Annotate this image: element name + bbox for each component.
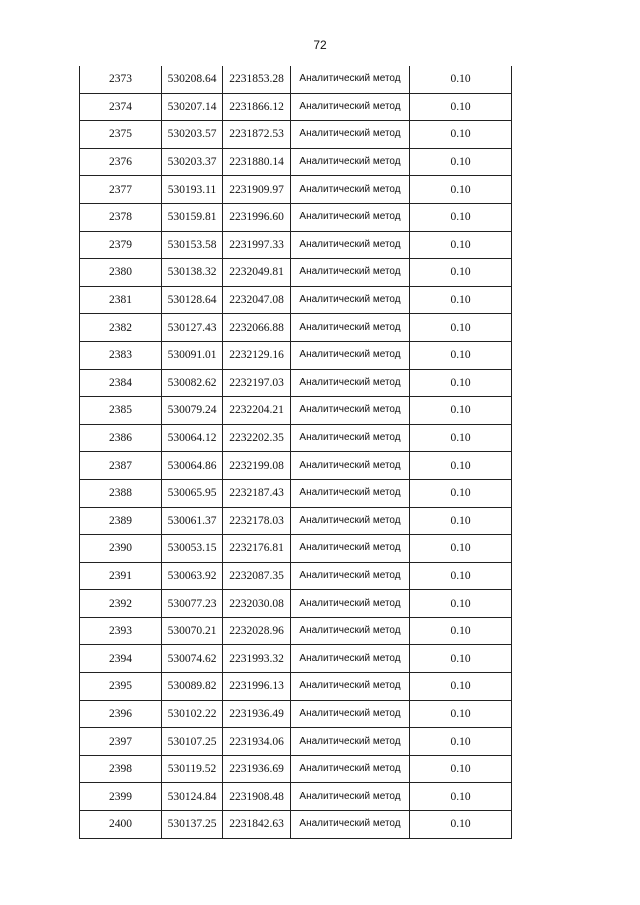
x-coordinate-cell: 530153.58: [162, 231, 223, 259]
error-cell: 0.10: [410, 121, 512, 149]
point-number-cell: 2389: [80, 507, 162, 535]
method-cell: Аналитический метод: [291, 783, 410, 811]
y-coordinate-cell: 2231908.48: [223, 783, 291, 811]
y-coordinate-cell: 2231842.63: [223, 811, 291, 839]
y-coordinate-cell: 2232049.81: [223, 259, 291, 287]
y-coordinate-cell: 2232176.81: [223, 535, 291, 563]
x-coordinate-cell: 530207.14: [162, 93, 223, 121]
y-coordinate-cell: 2232028.96: [223, 617, 291, 645]
point-number-cell: 2380: [80, 259, 162, 287]
error-cell: 0.10: [410, 811, 512, 839]
table-row: [80, 231, 512, 259]
method-cell: Аналитический метод: [291, 66, 410, 93]
y-coordinate-cell: 2231993.32: [223, 645, 291, 673]
point-number-cell: 2395: [80, 673, 162, 701]
method-cell: Аналитический метод: [291, 203, 410, 231]
y-coordinate-cell: 2232178.03: [223, 507, 291, 535]
y-coordinate-cell: 2231866.12: [223, 93, 291, 121]
y-coordinate-cell: 2232129.16: [223, 341, 291, 369]
y-coordinate-cell: 2232030.08: [223, 590, 291, 618]
table-row: [80, 645, 512, 673]
y-coordinate-cell: 2231934.06: [223, 728, 291, 756]
point-number-cell: 2400: [80, 811, 162, 839]
error-cell: 0.10: [410, 617, 512, 645]
x-coordinate-cell: 530119.52: [162, 755, 223, 783]
x-coordinate-cell: 530091.01: [162, 341, 223, 369]
x-coordinate-cell: 530064.86: [162, 452, 223, 480]
error-cell: 0.10: [410, 176, 512, 204]
x-coordinate-cell: 530124.84: [162, 783, 223, 811]
method-cell: Аналитический метод: [291, 93, 410, 121]
table-row: [80, 507, 512, 535]
point-number-cell: 2387: [80, 452, 162, 480]
x-coordinate-cell: 530128.64: [162, 286, 223, 314]
error-cell: 0.10: [410, 424, 512, 452]
x-coordinate-cell: 530203.57: [162, 121, 223, 149]
error-cell: 0.10: [410, 645, 512, 673]
y-coordinate-cell: 2231872.53: [223, 121, 291, 149]
table-row: [80, 314, 512, 342]
point-number-cell: 2386: [80, 424, 162, 452]
page-number: 72: [313, 38, 327, 52]
table-row: [80, 176, 512, 204]
y-coordinate-cell: 2232197.03: [223, 369, 291, 397]
y-coordinate-cell: 2232204.21: [223, 397, 291, 425]
method-cell: Аналитический метод: [291, 507, 410, 535]
method-cell: Аналитический метод: [291, 811, 410, 839]
point-number-cell: 2399: [80, 783, 162, 811]
x-coordinate-cell: 530077.23: [162, 590, 223, 618]
error-cell: 0.10: [410, 314, 512, 342]
table-row: [80, 673, 512, 701]
point-number-cell: 2378: [80, 203, 162, 231]
table-row: [80, 755, 512, 783]
point-number-cell: 2379: [80, 231, 162, 259]
y-coordinate-cell: 2232047.08: [223, 286, 291, 314]
table-row: [80, 452, 512, 480]
table-row: [80, 700, 512, 728]
point-number-cell: 2377: [80, 176, 162, 204]
table-row: [80, 397, 512, 425]
x-coordinate-cell: 530137.25: [162, 811, 223, 839]
method-cell: Аналитический метод: [291, 645, 410, 673]
y-coordinate-cell: 2232187.43: [223, 479, 291, 507]
table-row: [80, 148, 512, 176]
x-coordinate-cell: 530064.12: [162, 424, 223, 452]
x-coordinate-cell: 530065.95: [162, 479, 223, 507]
x-coordinate-cell: 530102.22: [162, 700, 223, 728]
y-coordinate-cell: 2231853.28: [223, 66, 291, 93]
method-cell: Аналитический метод: [291, 231, 410, 259]
table-row: [80, 783, 512, 811]
point-number-cell: 2381: [80, 286, 162, 314]
table-row: [80, 369, 512, 397]
error-cell: 0.10: [410, 66, 512, 93]
point-number-cell: 2398: [80, 755, 162, 783]
method-cell: Аналитический метод: [291, 673, 410, 701]
method-cell: Аналитический метод: [291, 755, 410, 783]
y-coordinate-cell: 2232199.08: [223, 452, 291, 480]
method-cell: Аналитический метод: [291, 479, 410, 507]
x-coordinate-cell: 530074.62: [162, 645, 223, 673]
x-coordinate-cell: 530127.43: [162, 314, 223, 342]
method-cell: Аналитический метод: [291, 341, 410, 369]
point-number-cell: 2373: [80, 66, 162, 93]
table-row: [80, 424, 512, 452]
x-coordinate-cell: 530053.15: [162, 535, 223, 563]
method-cell: Аналитический метод: [291, 700, 410, 728]
error-cell: 0.10: [410, 783, 512, 811]
x-coordinate-cell: 530193.11: [162, 176, 223, 204]
x-coordinate-cell: 530107.25: [162, 728, 223, 756]
method-cell: Аналитический метод: [291, 535, 410, 563]
method-cell: Аналитический метод: [291, 121, 410, 149]
error-cell: 0.10: [410, 673, 512, 701]
coordinates-table: [79, 66, 512, 839]
error-cell: 0.10: [410, 700, 512, 728]
table-row: [80, 121, 512, 149]
table-row: [80, 66, 512, 93]
method-cell: Аналитический метод: [291, 369, 410, 397]
point-number-cell: 2382: [80, 314, 162, 342]
method-cell: Аналитический метод: [291, 314, 410, 342]
method-cell: Аналитический метод: [291, 286, 410, 314]
method-cell: Аналитический метод: [291, 148, 410, 176]
y-coordinate-cell: 2231997.33: [223, 231, 291, 259]
point-number-cell: 2393: [80, 617, 162, 645]
table-row: [80, 203, 512, 231]
table-row: [80, 259, 512, 287]
y-coordinate-cell: 2232087.35: [223, 562, 291, 590]
method-cell: Аналитический метод: [291, 424, 410, 452]
error-cell: 0.10: [410, 341, 512, 369]
error-cell: 0.10: [410, 397, 512, 425]
point-number-cell: 2392: [80, 590, 162, 618]
y-coordinate-cell: 2231936.69: [223, 755, 291, 783]
point-number-cell: 2383: [80, 341, 162, 369]
error-cell: 0.10: [410, 590, 512, 618]
table-row: [80, 617, 512, 645]
error-cell: 0.10: [410, 755, 512, 783]
point-number-cell: 2391: [80, 562, 162, 590]
table-row: [80, 590, 512, 618]
x-coordinate-cell: 530061.37: [162, 507, 223, 535]
table-row: [80, 93, 512, 121]
method-cell: Аналитический метод: [291, 452, 410, 480]
y-coordinate-cell: 2232202.35: [223, 424, 291, 452]
x-coordinate-cell: 530208.64: [162, 66, 223, 93]
table-row: [80, 562, 512, 590]
y-coordinate-cell: 2231996.13: [223, 673, 291, 701]
x-coordinate-cell: 530138.32: [162, 259, 223, 287]
table-row: [80, 341, 512, 369]
x-coordinate-cell: 530063.92: [162, 562, 223, 590]
point-number-cell: 2397: [80, 728, 162, 756]
point-number-cell: 2374: [80, 93, 162, 121]
error-cell: 0.10: [410, 93, 512, 121]
method-cell: Аналитический метод: [291, 728, 410, 756]
point-number-cell: 2396: [80, 700, 162, 728]
error-cell: 0.10: [410, 507, 512, 535]
point-number-cell: 2376: [80, 148, 162, 176]
y-coordinate-cell: 2231936.49: [223, 700, 291, 728]
method-cell: Аналитический метод: [291, 397, 410, 425]
method-cell: Аналитический метод: [291, 259, 410, 287]
error-cell: 0.10: [410, 728, 512, 756]
x-coordinate-cell: 530082.62: [162, 369, 223, 397]
point-number-cell: 2385: [80, 397, 162, 425]
method-cell: Аналитический метод: [291, 176, 410, 204]
error-cell: 0.10: [410, 452, 512, 480]
y-coordinate-cell: 2232066.88: [223, 314, 291, 342]
x-coordinate-cell: 530070.21: [162, 617, 223, 645]
error-cell: 0.10: [410, 231, 512, 259]
error-cell: 0.10: [410, 369, 512, 397]
error-cell: 0.10: [410, 286, 512, 314]
method-cell: Аналитический метод: [291, 590, 410, 618]
x-coordinate-cell: 530079.24: [162, 397, 223, 425]
x-coordinate-cell: 530089.82: [162, 673, 223, 701]
table-row: [80, 535, 512, 563]
x-coordinate-cell: 530203.37: [162, 148, 223, 176]
error-cell: 0.10: [410, 535, 512, 563]
table-row: [80, 811, 512, 839]
coordinates-table-body: [80, 66, 512, 838]
point-number-cell: 2394: [80, 645, 162, 673]
method-cell: Аналитический метод: [291, 562, 410, 590]
point-number-cell: 2390: [80, 535, 162, 563]
y-coordinate-cell: 2231909.97: [223, 176, 291, 204]
table-row: [80, 479, 512, 507]
table-row: [80, 728, 512, 756]
error-cell: 0.10: [410, 203, 512, 231]
y-coordinate-cell: 2231996.60: [223, 203, 291, 231]
point-number-cell: 2384: [80, 369, 162, 397]
error-cell: 0.10: [410, 562, 512, 590]
x-coordinate-cell: 530159.81: [162, 203, 223, 231]
error-cell: 0.10: [410, 259, 512, 287]
table-row: [80, 286, 512, 314]
error-cell: 0.10: [410, 479, 512, 507]
method-cell: Аналитический метод: [291, 617, 410, 645]
point-number-cell: 2388: [80, 479, 162, 507]
error-cell: 0.10: [410, 148, 512, 176]
y-coordinate-cell: 2231880.14: [223, 148, 291, 176]
point-number-cell: 2375: [80, 121, 162, 149]
